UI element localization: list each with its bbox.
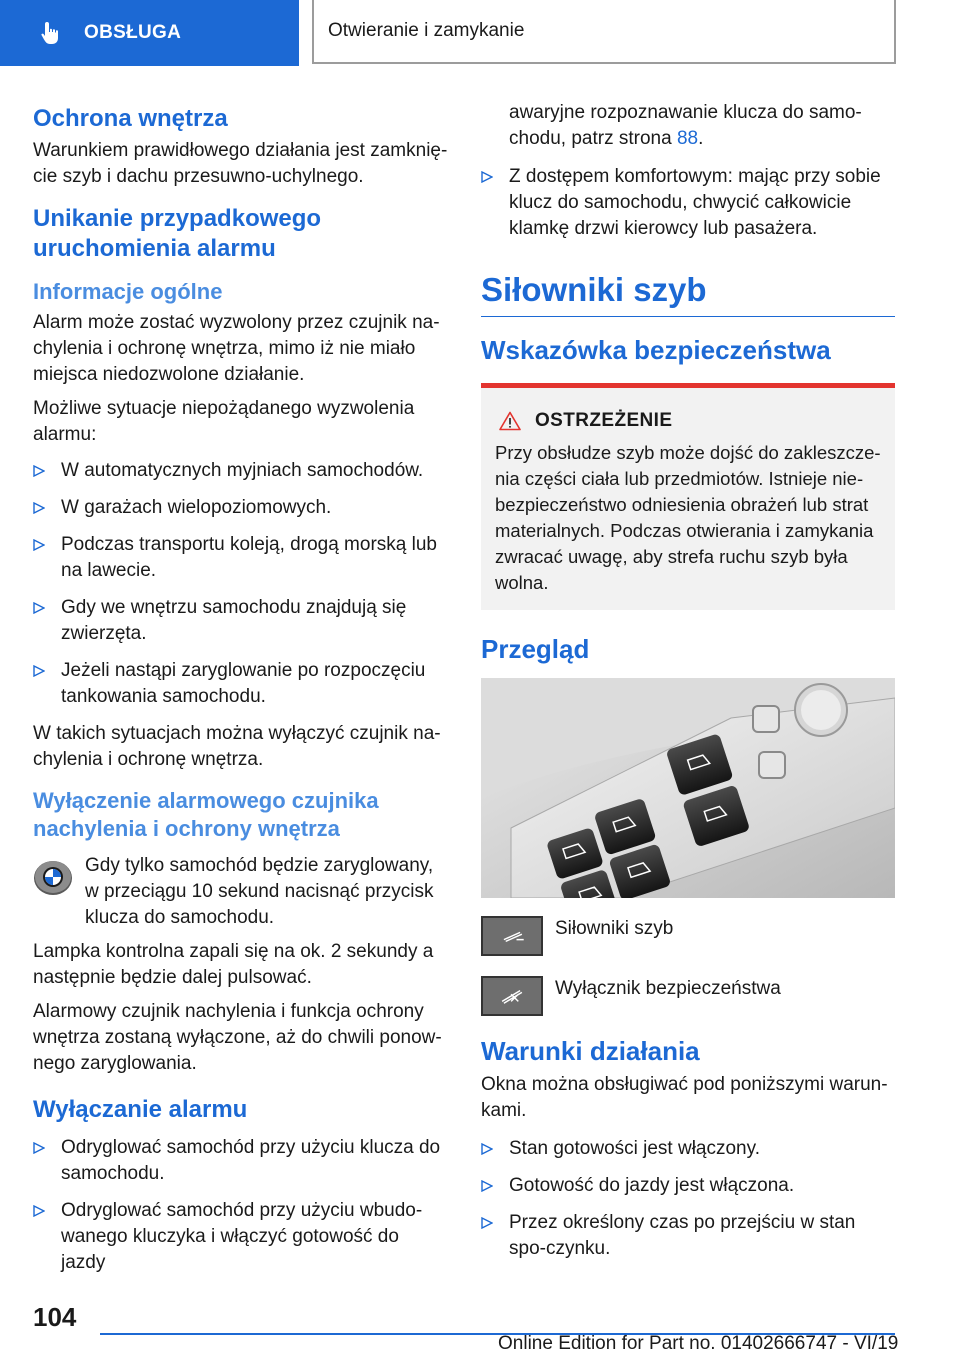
paragraph-keyfob: Gdy tylko samochód będzie zaryglowany, w przeciągu 10 sekund nacisnąć przycisk klucza do samochodu. — [85, 855, 434, 928]
key-fob-icon — [33, 857, 73, 897]
list-item: W garażach wielopoziomowych. — [33, 495, 448, 521]
warning-text: Przy obsłudze szyb może dojść do zakleszcze-nia części ciała lub przedmiotów. Istnieje nie-bezpieczeństwo odniesienia obrażeń lub strat materialnych. Podczas otwierania i zamykania zwracać uwagę, aby strefa ruchu szyb była wolna. — [495, 442, 881, 593]
warning-box — [481, 383, 895, 610]
heading-unikanie: Unikanie przypadkowego uruchomienia alarmu — [33, 205, 322, 262]
list-disarm — [33, 1135, 448, 1276]
legend-label-1: Siłowniki szyb — [555, 918, 674, 939]
list-item: Odryglować samochód przy użyciu klucza do samochodu. — [33, 1135, 448, 1187]
chapter-tab-label: OBSŁUGA — [84, 22, 182, 43]
left-column — [33, 96, 448, 1287]
paragraph-warunki: Okna można obsługiwać pod poniższymi warun-kami. — [481, 1074, 888, 1121]
arrow-bullet-icon — [481, 1217, 493, 1229]
window-switches-photo — [481, 678, 895, 898]
heading-ochrona: Ochrona wnętrza — [33, 105, 228, 132]
list-item: Odryglować samochód przy użyciu wbudo-wanego kluczyka i włączyć gotowość do jazdy — [33, 1198, 448, 1276]
legend-item-1 — [481, 916, 895, 956]
arrow-bullet-icon — [33, 502, 45, 514]
legend-item-2 — [481, 976, 895, 1016]
arrow-bullet-icon — [481, 1143, 493, 1155]
heading-warunki: Warunki działania — [481, 1036, 700, 1066]
list-item: Z dostępem komfortowym: mając przy sobie klucz do samochodu, chwycić całkowicie klamkę drzwi kierowcy lub pasażera. — [481, 164, 895, 242]
paragraph-info-3: W takich sytuacjach można wyłączyć czujnik na-chylenia i ochronę wnętrza. — [33, 723, 441, 770]
warning-title: OSTRZEŻENIE — [499, 410, 883, 432]
paragraph-ochrona: Warunkiem prawidłowego działania jest zamknię-cie szyb i dachu przesuwno-uchylnego. — [33, 140, 448, 187]
paragraph-alarmowy: Alarmowy czujnik nachylenia i funkcja ochrony wnętrza zostaną wyłączone, aż do chwili ponow-nego zaryglowania. — [33, 1001, 442, 1074]
list-item: Gotowość do jazdy jest włączona. — [481, 1173, 895, 1199]
heading-wskazowka: Wskazówka bezpieczeństwa — [481, 335, 831, 365]
paragraph-lampka: Lampka kontrolna zapali się na ok. 2 sekundy a następnie będzie dalej pulsować. — [33, 941, 434, 988]
heading-przeglad: Przegląd — [481, 634, 590, 664]
warning-triangle-icon — [499, 411, 521, 431]
paragraph-info-2: Możliwe sytuacje niepożądanego wyzwolenia alarmu: — [33, 398, 415, 445]
keyfob-paragraph — [33, 853, 448, 931]
page-header — [0, 0, 960, 66]
chapter-tab[interactable] — [0, 0, 299, 66]
heading-silowniki: Siłowniki szyb — [481, 270, 895, 317]
list-item: Przez określony czas po przejściu w stan spo-czynku. — [481, 1210, 895, 1262]
list-item: Stan gotowości jest włączony. — [481, 1136, 895, 1162]
arrow-bullet-icon — [33, 1205, 45, 1217]
hand-pointer-icon — [40, 21, 62, 45]
arrow-bullet-icon — [33, 539, 45, 551]
paragraph-continued: awaryjne rozpoznawanie klucza do samo-chodu, patrz strona 88. — [509, 102, 862, 149]
arrow-bullet-icon — [33, 665, 45, 677]
list-comfort — [481, 164, 895, 242]
safety-switch-icon — [481, 976, 543, 1016]
heading-wylaczanie: Wyłączanie alarmu — [33, 1096, 248, 1123]
arrow-bullet-icon — [33, 602, 45, 614]
list-situations — [33, 458, 448, 710]
list-item: Podczas transportu koleją, drogą morską lub na lawecie. — [33, 532, 448, 584]
list-conditions — [481, 1136, 895, 1262]
paragraph-info-1: Alarm może zostać wyzwolony przez czujnik na-chylenia i ochronę wnętrza, mimo iż nie miało miejsca niedozwolone działanie. — [33, 312, 440, 385]
section-title: Otwieranie i zamykanie — [328, 20, 525, 41]
list-item: Jeżeli nastąpi zaryglowanie po rozpoczęciu tankowania samochodu. — [33, 658, 448, 710]
page-number: 104 — [33, 1302, 77, 1332]
legend-label-2: Wyłącznik bezpieczeństwa — [555, 978, 781, 999]
right-column — [481, 100, 895, 1273]
heading-wylaczenie: Wyłączenie alarmowego czujnika nachylenia i ochrony wnętrza — [33, 788, 379, 841]
heading-info: Informacje ogólne — [33, 279, 223, 304]
window-switch-icon — [481, 916, 543, 956]
arrow-bullet-icon — [33, 465, 45, 477]
arrow-bullet-icon — [481, 1180, 493, 1192]
footer-edition: Online Edition for Part no. 01402666747 - VI/19 — [498, 1333, 899, 1354]
page-link[interactable]: 88 — [676, 128, 699, 149]
arrow-bullet-icon — [33, 1142, 45, 1154]
list-item: W automatycznych myjniach samochodów. — [33, 458, 448, 484]
list-item: Gdy we wnętrzu samochodu znajdują się zwierzęta. — [33, 595, 448, 647]
section-header — [312, 0, 896, 64]
arrow-bullet-icon — [481, 171, 493, 183]
